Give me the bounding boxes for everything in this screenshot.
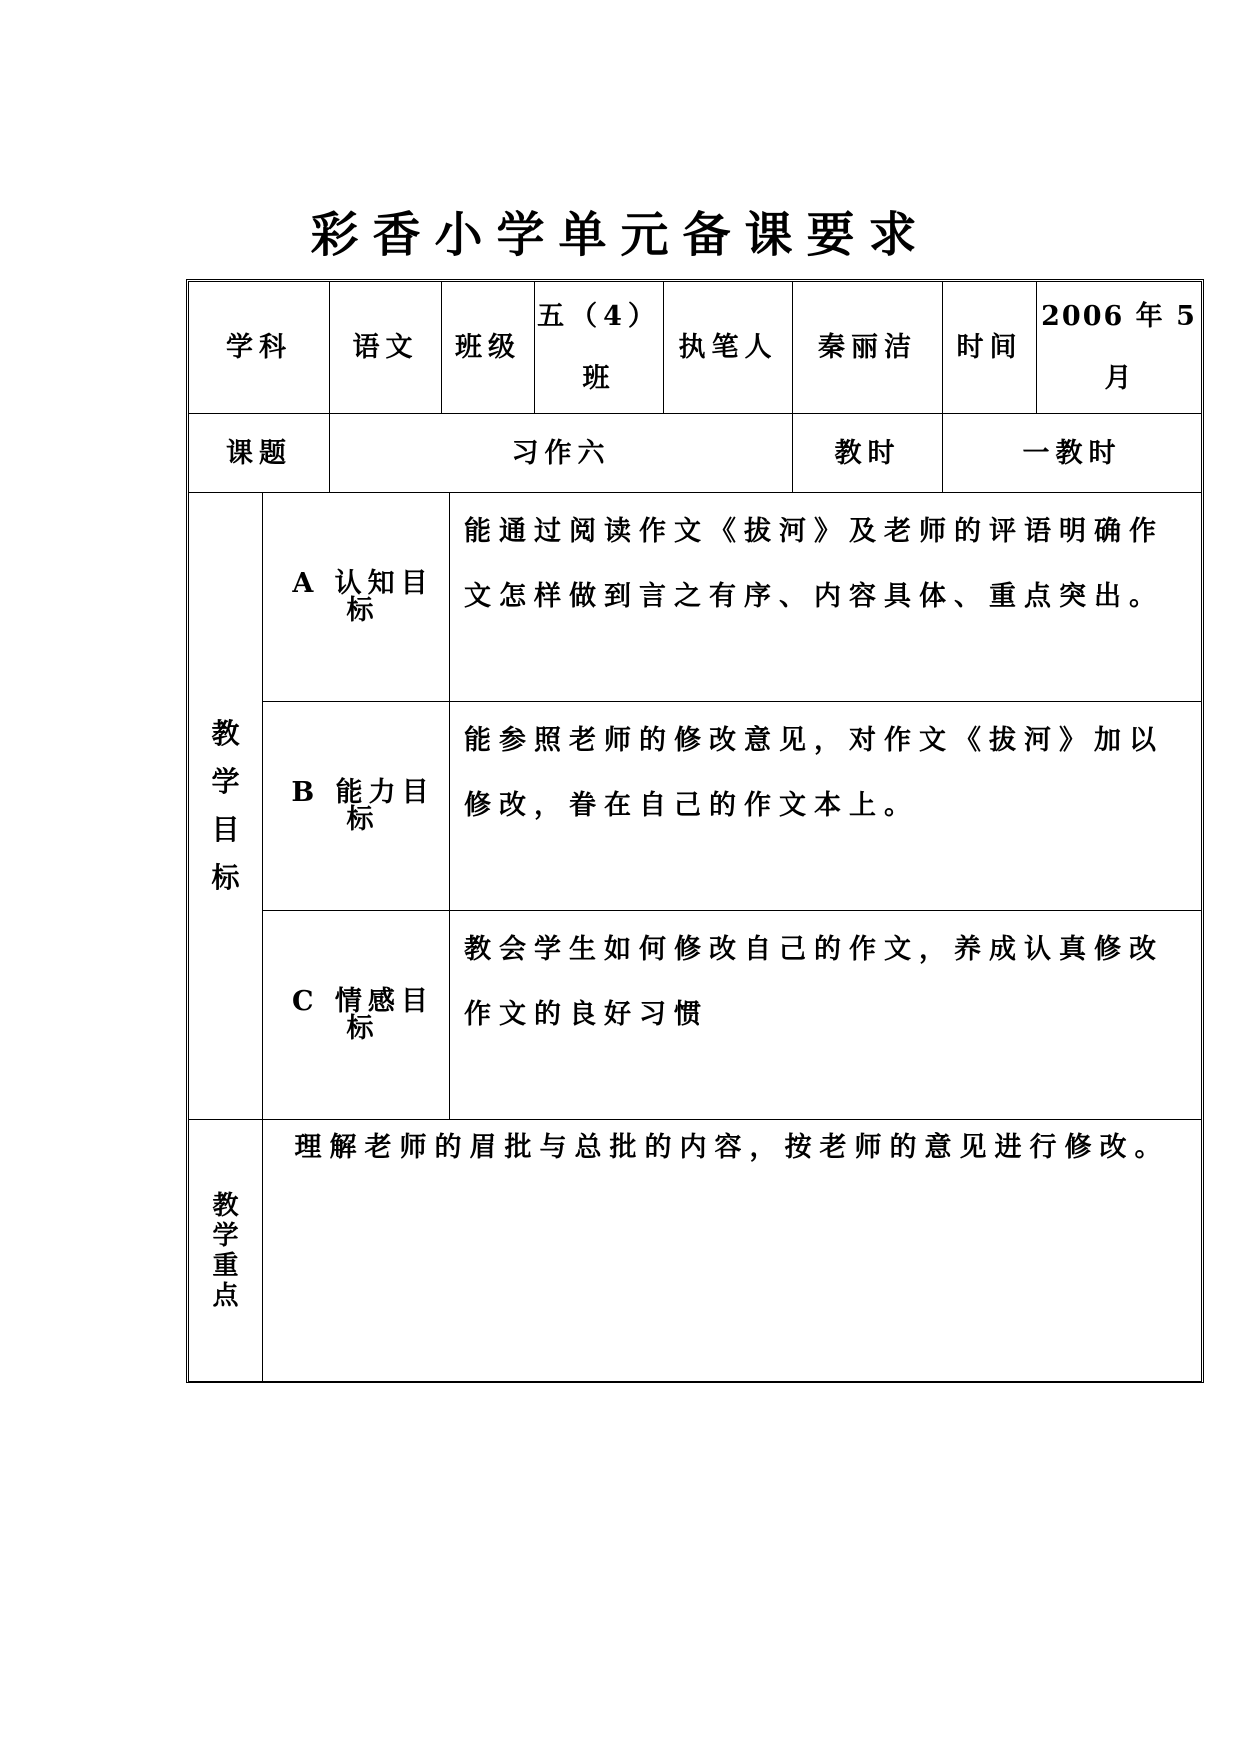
objectives-label-char: 目 [211,813,240,846]
topic-value: 习作六 [511,437,611,469]
author-value: 秦丽洁 [818,332,917,363]
class-label: 班级 [455,332,521,363]
key-points-label-char: 教 [212,1190,239,1221]
subject-value: 语文 [352,332,419,363]
subject-value-cell [329,281,442,414]
hours-value-cell [942,413,1202,493]
objective-b-text: 能参照老师的修改意见，对作文《拔河》加以修改，眷在自己的作文本上。 [464,725,1164,821]
topic-label-cell [188,413,330,493]
author-value-cell [792,281,943,414]
objective-a-label: A 认知目标 [292,568,434,626]
page-title: 彩香小学单元备课要求 [310,207,931,263]
class-value-line2: 班 [582,362,616,394]
subject-label: 学科 [226,332,292,363]
objective-a-text-cell [449,492,1202,702]
topic-value-cell [329,413,793,493]
hours-value: 一教时 [1022,437,1122,469]
key-points-label-char: 重 [212,1250,239,1281]
time-label-cell [942,281,1037,414]
objective-a-text: 能通过阅读作文《拔河》及老师的评语明确作文怎样做到言之有序、内容具体、重点突出。 [464,516,1164,612]
key-points-text: 理解老师的眉批与总批的内容，按老师的意见进行修改。 [294,1132,1170,1163]
key-points-label-char: 学 [212,1220,239,1251]
class-value-cell [534,281,664,414]
objective-a-label-cell [262,492,450,702]
objectives-label-char: 教 [211,717,240,750]
key-points-label-char: 点 [212,1280,239,1311]
time-value-line2: 月 [1104,362,1134,394]
topic-label: 课题 [226,437,292,469]
subject-label-cell [188,281,330,414]
objectives-label-char: 学 [211,765,240,798]
time-value-cell [1036,281,1202,414]
author-label-cell [663,281,793,414]
class-label-cell [441,281,535,414]
objective-b-label-cell [262,701,450,911]
hours-label: 教时 [834,437,901,469]
objective-b-text-cell [449,701,1202,911]
hours-label-cell [792,413,943,493]
time-label: 时间 [956,332,1023,363]
time-value-line1: 2006 年 5 [1041,300,1197,332]
objectives-section-label [188,492,263,1120]
class-value-line1: 五（4） [537,300,661,332]
objective-c-text-cell [449,910,1202,1120]
objectives-label-char: 标 [211,861,240,894]
objective-c-label: C 情感目标 [292,986,434,1044]
objective-b-label: B 能力目标 [291,777,435,835]
objective-c-label-cell [262,910,450,1120]
objective-c-text: 教会学生如何修改自己的作文，养成认真修改作文的良好习惯 [464,934,1164,1030]
author-label: 执笔人 [678,332,778,363]
key-points-text-cell [262,1119,1202,1382]
key-points-section-label [188,1119,263,1382]
